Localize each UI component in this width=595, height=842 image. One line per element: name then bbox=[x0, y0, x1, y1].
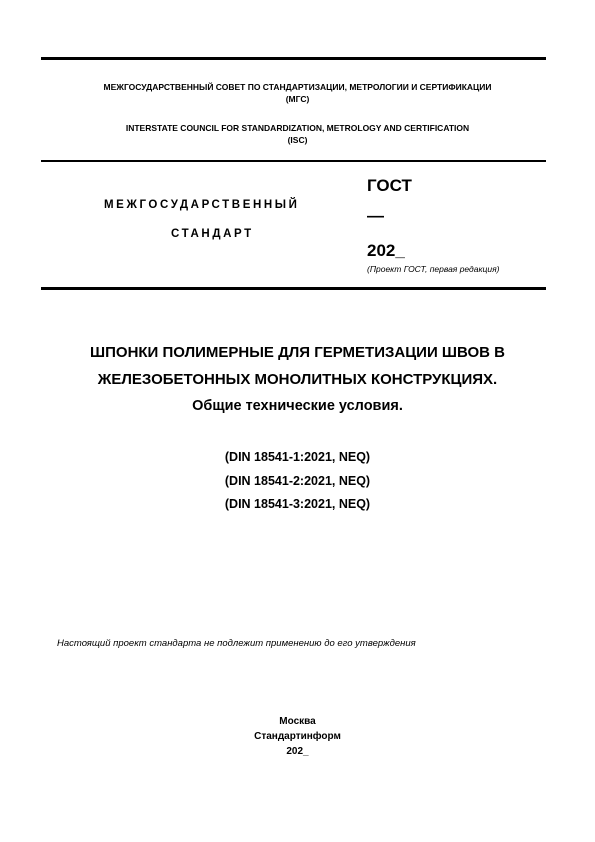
standard-type-word1: МЕЖГОСУДАРСТВЕННЫЙ bbox=[104, 199, 300, 211]
gost-number-dash: — bbox=[367, 206, 384, 225]
din-reference: (DIN 18541-2:2021, NEQ) bbox=[224, 473, 371, 488]
imprint-city: Москва bbox=[279, 716, 316, 727]
draft-edition-note: (Проект ГОСТ, первая редакция) bbox=[367, 264, 500, 274]
din-reference: (DIN 18541-3:2021, NEQ) bbox=[224, 497, 371, 511]
council-name-ru-line1: МЕЖГОСУДАРСТВЕННЫЙ СОВЕТ ПО СТАНДАРТИЗАЦИИ, МЕТРОЛОГИИ И СЕРТИФИКАЦИИ bbox=[103, 82, 492, 92]
din-reference: (DIN 18541-1:2021, NEQ) bbox=[224, 450, 371, 464]
middle-rule bbox=[41, 160, 546, 162]
gost-year: 202_ bbox=[367, 241, 405, 260]
council-name-en-line2: (ISC) bbox=[287, 135, 308, 145]
imprint-publisher: Стандартинформ bbox=[254, 731, 341, 742]
imprint bbox=[0, 714, 595, 759]
council-name-en-line1: INTERSTATE COUNCIL FOR STANDARDIZATION, METROLOGY AND CERTIFICATION bbox=[125, 123, 470, 133]
title-line1: ШПОНКИ ПОЛИМЕРНЫЕ ДЛЯ ГЕРМЕТИЗАЦИИ ШВОВ В bbox=[90, 344, 505, 361]
draft-notice: Настоящий проект стандарта не подлежит применению до его утверждения bbox=[57, 638, 416, 649]
imprint-year: 202_ bbox=[286, 746, 309, 757]
gost-label: ГОСТ bbox=[367, 176, 412, 195]
bottom-rule bbox=[41, 287, 546, 290]
top-rule bbox=[41, 57, 546, 60]
title-line2: ЖЕЛЕЗОБЕТОННЫХ МОНОЛИТНЫХ КОНСТРУКЦИЯХ. bbox=[97, 371, 498, 388]
document-title bbox=[0, 339, 595, 420]
din-references bbox=[0, 446, 595, 517]
standard-type-word2: СТАНДАРТ bbox=[171, 228, 254, 240]
title-subtitle: Общие технические условия. bbox=[192, 398, 403, 414]
council-name-ru-line2: (МГС) bbox=[285, 94, 310, 104]
council-name-en bbox=[0, 122, 595, 146]
council-name-ru bbox=[0, 81, 595, 105]
